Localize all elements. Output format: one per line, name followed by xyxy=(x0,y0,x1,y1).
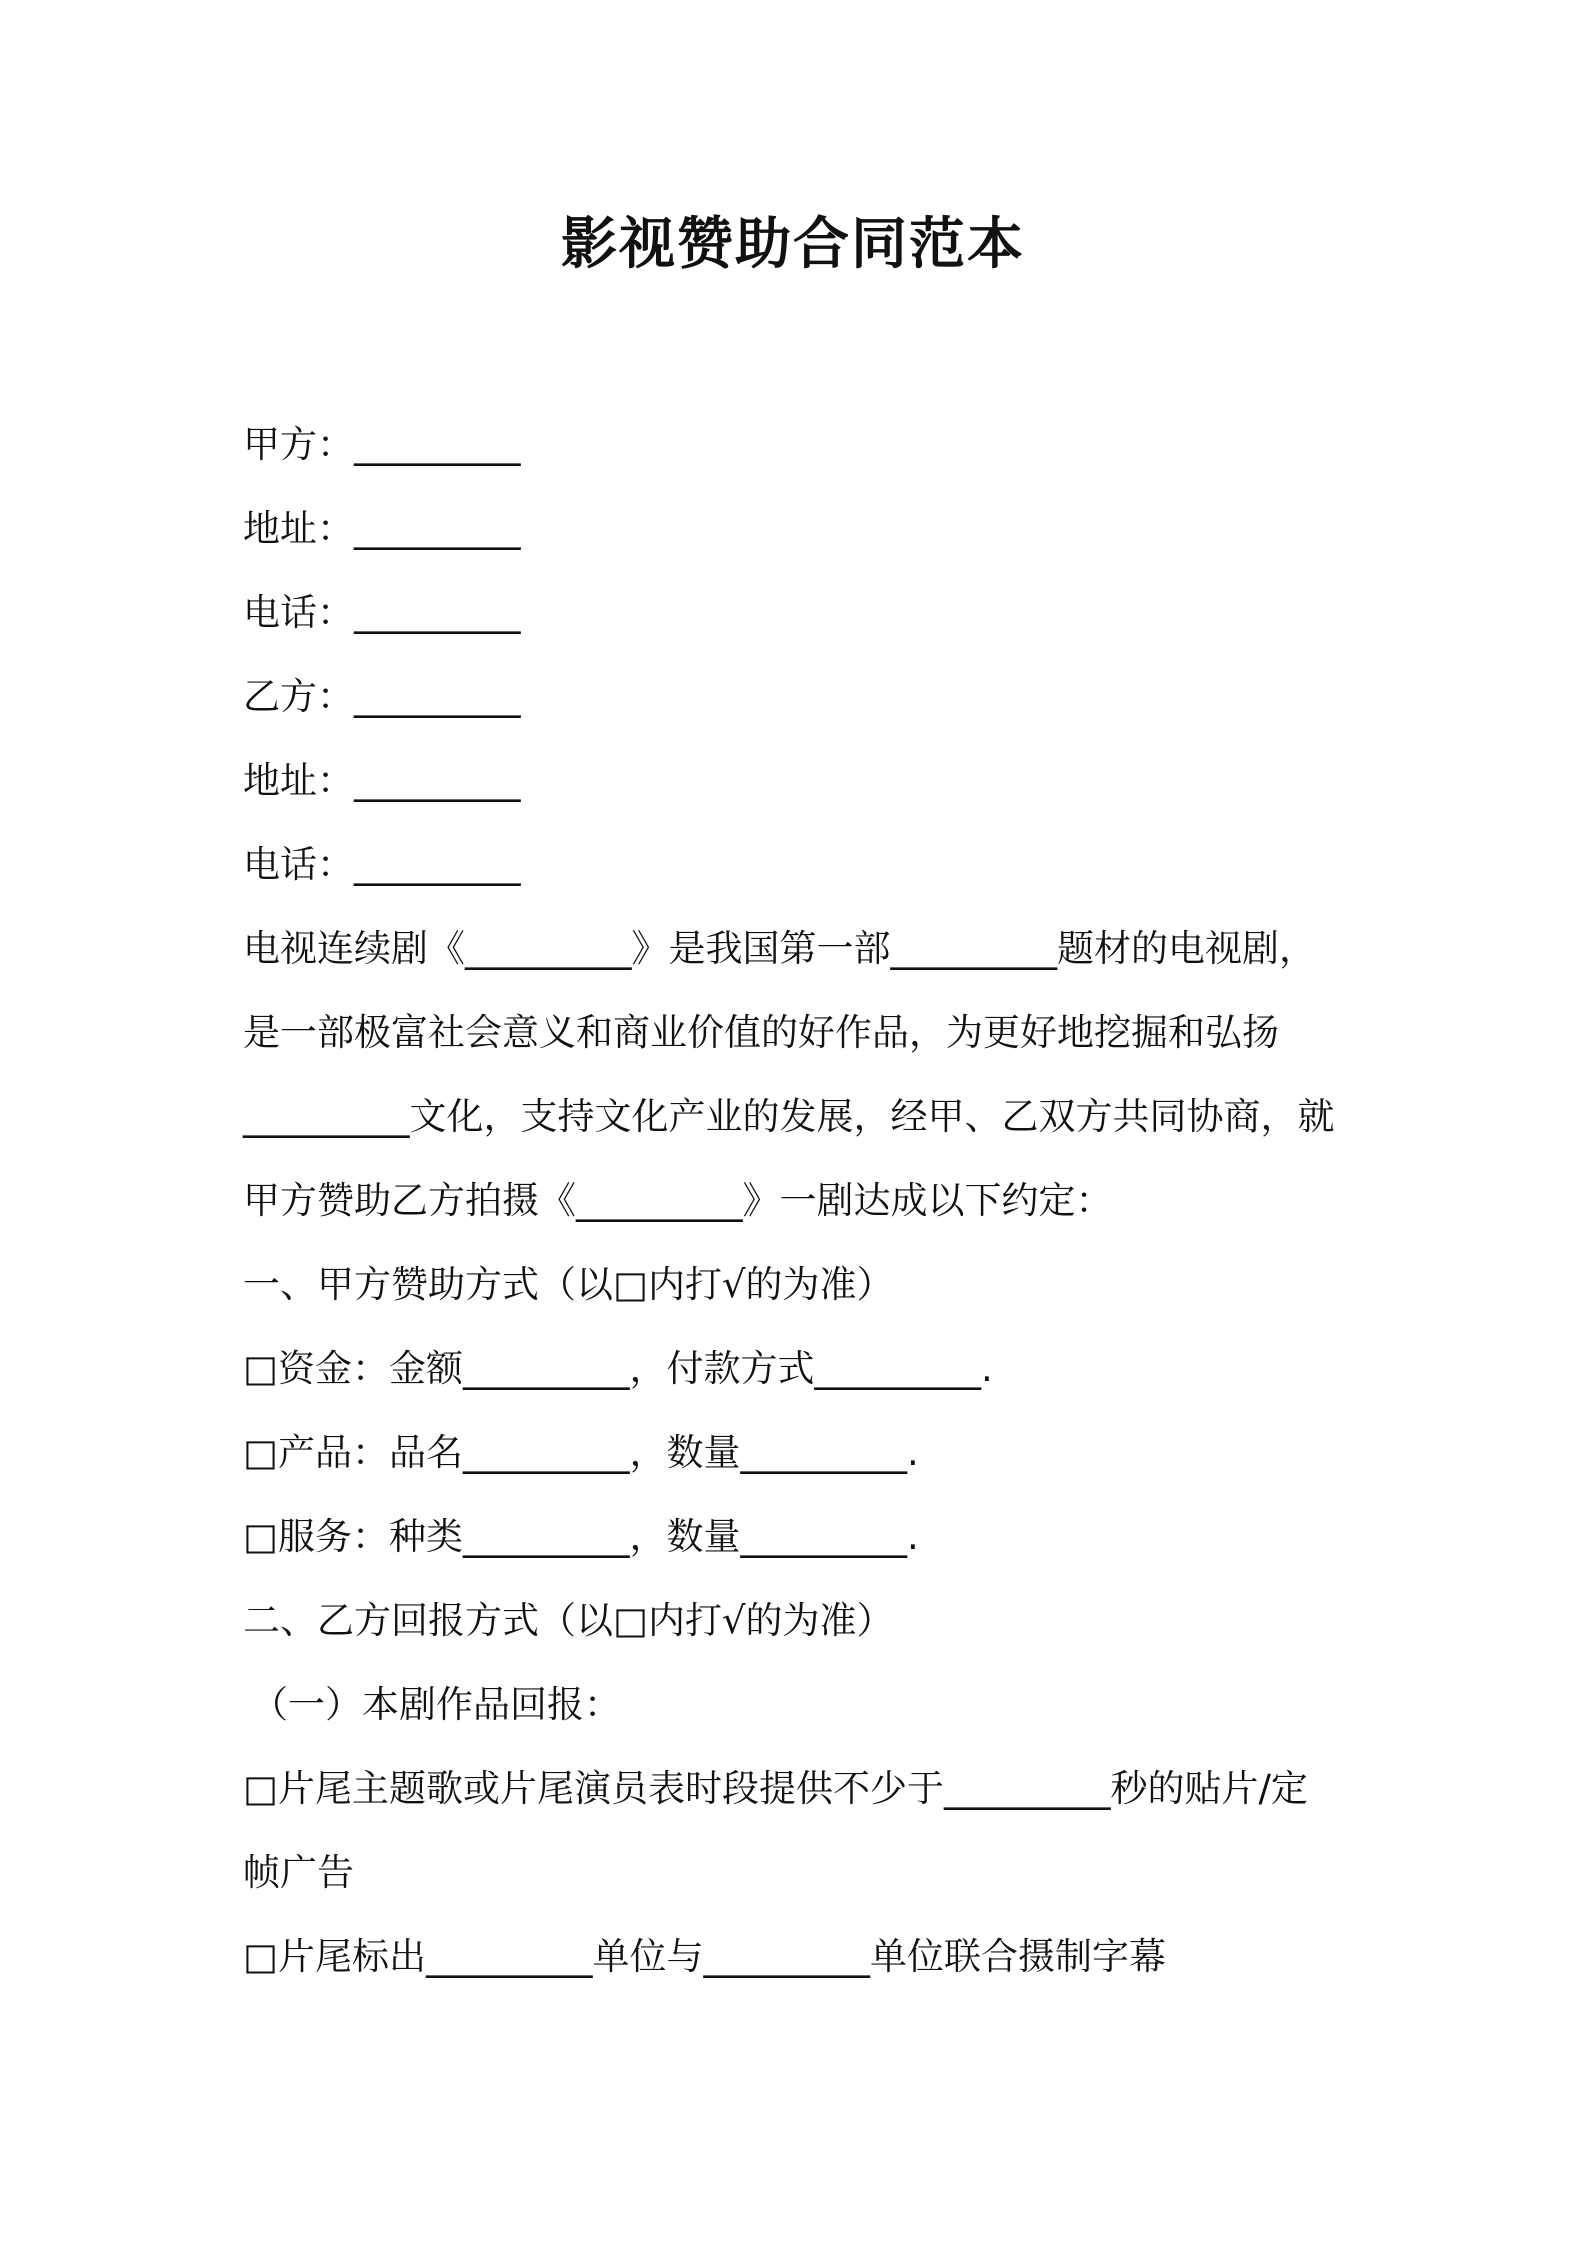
document-title: 影视赞助合同范本 xyxy=(561,212,1025,277)
section-two-subheading: （一）本剧作品回报： xyxy=(251,1683,621,1726)
party-b-phone-line: 电话：_________ xyxy=(243,843,521,886)
preamble-line: _________文化，支持文化产业的发展，经甲、乙双方共同协商，就 xyxy=(243,1095,1335,1138)
section-one-heading: 一、甲方赞助方式（以□内打√的为准） xyxy=(243,1263,894,1306)
preamble-line: 电视连续剧《_________》是我国第一部_________题材的电视剧， xyxy=(243,927,1316,970)
sponsorship-option-services: □服务：种类_________，数量_________. xyxy=(243,1515,919,1558)
preamble-line: 甲方赞助乙方拍摄《_________》一剧达成以下约定： xyxy=(243,1179,1113,1222)
party-a-address-line: 地址：_________ xyxy=(243,507,521,550)
return-option-ad-continued: 帧广告 xyxy=(243,1851,354,1894)
party-a-phone-line: 电话：_________ xyxy=(243,591,521,634)
party-b-line: 乙方：_________ xyxy=(243,675,521,718)
sponsorship-option-products: □产品：品名_________，数量_________. xyxy=(243,1431,919,1474)
party-b-address-line: 地址：_________ xyxy=(243,759,521,802)
preamble-line: 是一部极富社会意义和商业价值的好作品，为更好地挖掘和弘扬 xyxy=(243,1011,1279,1054)
document-body xyxy=(243,403,1363,1999)
return-option-ad: □片尾主题歌或片尾演员表时段提供不少于_________秒的贴片/定 xyxy=(243,1767,1308,1810)
party-a-line: 甲方：_________ xyxy=(243,423,521,466)
section-two-heading: 二、乙方回报方式（以□内打√的为准） xyxy=(243,1599,894,1642)
return-option-credits: □片尾标出_________单位与_________单位联合摄制字幕 xyxy=(243,1935,1166,1978)
sponsorship-option-funds: □资金：金额_________，付款方式_________. xyxy=(243,1347,993,1390)
